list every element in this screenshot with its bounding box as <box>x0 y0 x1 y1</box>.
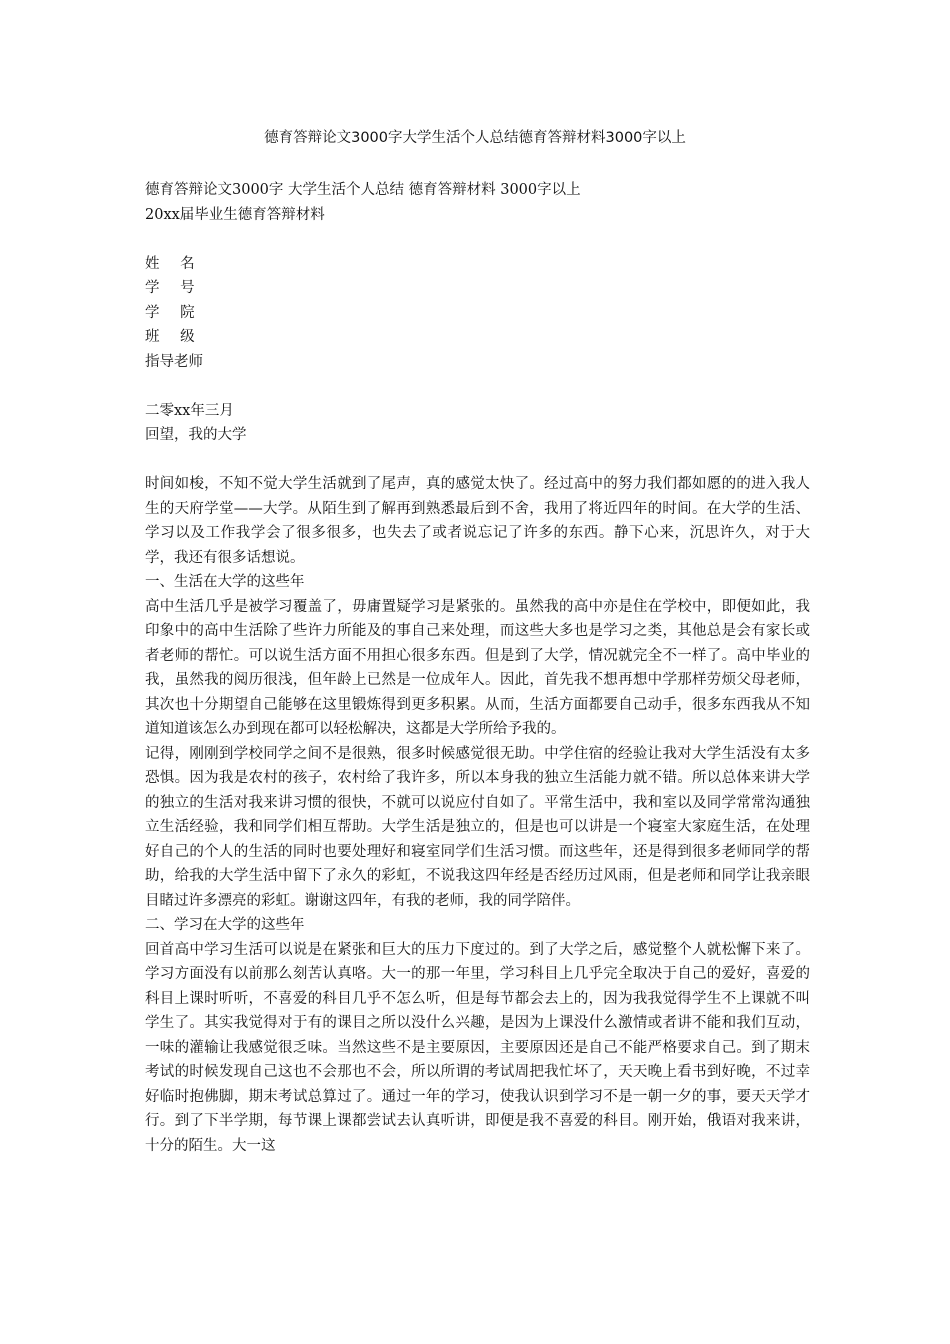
document-title: 德育答辩论文3000字大学生活个人总结德育答辩材料3000字以上 <box>264 130 686 146</box>
section-1-paragraph-2: 记得，刚刚到学校同学之间不是很熟，很多时候感觉很无助。中学住宿的经验让我对大学生活没有太多恐惧。因为我是农村的孩子，农村给了我许多，所以本身我的独立生活能力就不错。所以总体来讲大学的独立的生活对我来讲习惯的很快，不就可以说应付自如了。平常生活中，我和室以及同学常常沟通独立生活经验，我和同学们相互帮助。大学生活是独立的，但是也可以讲是一个寝室大家庭生活，在处理好自己的个人的生活的同时也要处理好和寝室同学们生活习惯。而这些年，还是得到很多老师同学的帮助，给我的大学生活中留下了永久的彩虹，不说我这四年经是否经历过风雨，但是老师和同学让我亲眼目睹过许多漂亮的彩虹。谢谢这四年，有我的老师，我的同学陪伴。 <box>145 745 810 909</box>
subtitle-line-2: 20xx届毕业生德育答辩材料 <box>145 206 325 223</box>
spacer <box>145 448 810 473</box>
info-field-advisor: 指导老师 <box>145 353 203 370</box>
essay-title: 回望，我的大学 <box>145 427 247 443</box>
spacer <box>145 374 810 399</box>
paragraph-intro: 时间如梭，不知不觉大学生活就到了尾声，真的感觉太快了。经过高中的努力我们都如愿的的进入我人生的天府学堂——大学。从陌生到了解再到熟悉最后到不舍，我用了将近四年的时间。在大学的生活、学习以及工作我学会了很多很多，也失去了或者说忘记了许多的东西。静下心来，沉思许久，对于大学，我还有很多话想说。 <box>145 476 810 566</box>
info-field-college: 学 院 <box>145 304 203 321</box>
info-field-class: 班 级 <box>145 329 203 345</box>
section-2-heading: 二、学习在大学的这些年 <box>145 917 305 933</box>
section-1-paragraph-1: 高中生活几乎是被学习覆盖了，毋庸置疑学习是紧张的。虽然我的高中亦是住在学校中，即便如此，我印象中的高中生活除了些许力所能及的事自己来处理，而这些大多也是学习之类，其他总是会有家长或者老师的帮忙。可以说生活方面不用担心很多东西。但是到了大学，情况就完全不一样了。高中毕业的我，虽然我的阅历很浅，但年龄上已然是一位成年人。因此，首先我不想再想中学那样劳烦父母老师，其次也十分期望自己能够在这里锻炼得到更多积累。从而，生活方面都要自己动手，很多东西我从不知道知道该怎么办到现在都可以轻松解决，这都是大学所给予我的。 <box>145 598 810 737</box>
document-date: 二零xx年三月 <box>145 402 234 419</box>
document-body <box>145 178 810 1158</box>
info-field-student-id: 学 号 <box>145 280 203 296</box>
info-field-name: 姓 名 <box>145 255 203 272</box>
section-2-paragraph-1: 回首高中学习生活可以说是在紧张和巨大的压力下度过的。到了大学之后，感觉整个人就松懈下来了。学习方面没有以前那么刻苦认真咯。大一的那一年里，学习科目上几乎完全取决于自己的爱好，喜爱的科目上课时听听，不喜爱的科目几乎不怎么听，但是每节都会去上的，因为我我觉得学生不上课就不叫学生了。其实我觉得对于有的课目之所以没什么兴趣，是因为上课没什么激情或者讲不能和我们互动，一味的灌输让我感觉很乏味。当然这些不是主要原因，主要原因还是自己不能严格要求自己。到了期末考试的时候发现自己这也不会那也不会，所以所谓的考试周把我忙坏了，天天晚上看书到好晚，不过幸好临时抱佛脚，期末考试总算过了。通过一年的学习，使我认识到学习不是一朝一夕的事，要天天学才行。到了下半学期，每节课上课都尝试去认真听讲，即便是我不喜爱的科目。刚开始，俄语对我来讲，十分的陌生。大一这 <box>145 941 810 1154</box>
spacer <box>145 227 810 252</box>
section-1-heading: 一、生活在大学的这些年 <box>145 574 305 590</box>
subtitle-line: 德育答辩论文3000字 大学生活个人总结 德育答辩材料 3000字以上 <box>145 182 581 198</box>
